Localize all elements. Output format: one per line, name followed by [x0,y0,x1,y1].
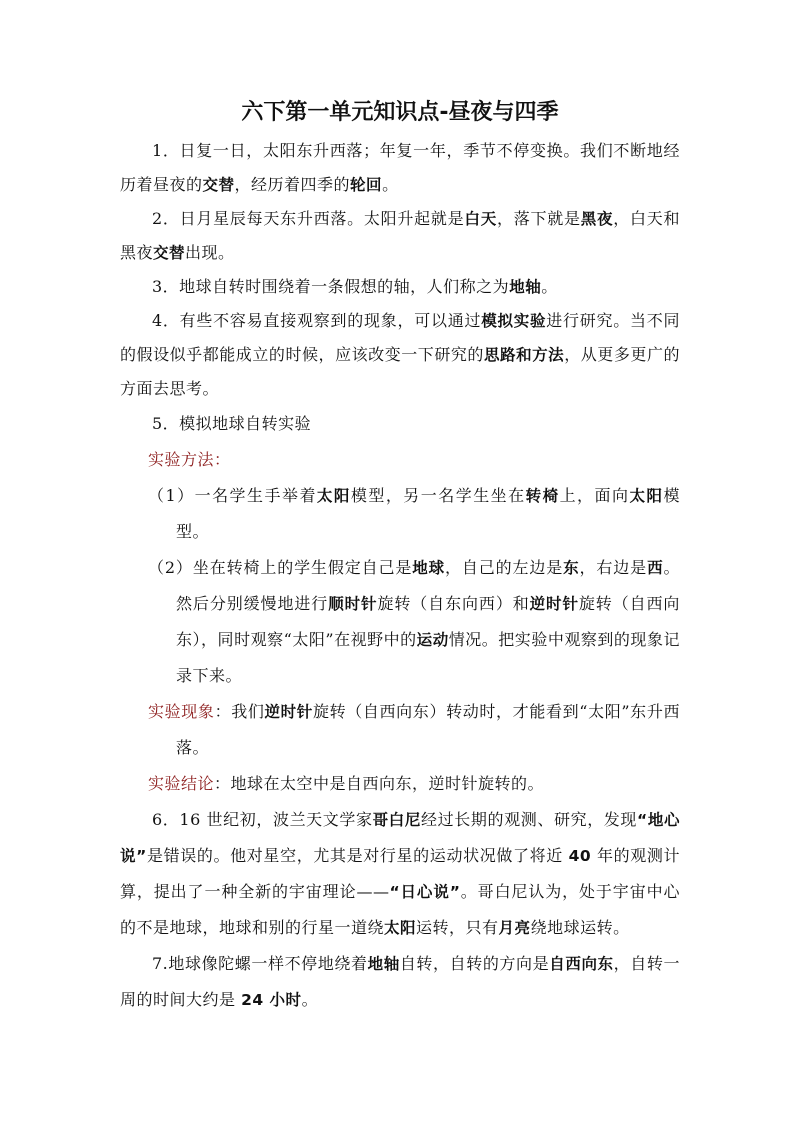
key-term: 东 [563,559,580,577]
text: 。哥白尼认为，处于宇宙中心的不是地球，地球和别的行星一道绕 [120,882,680,937]
key-term: 白天 [464,210,497,228]
document-page [120,96,680,1018]
text: 出现。 [185,243,235,262]
text: ，从更多更广的方面去思考。 [120,345,680,398]
text: 5．模拟地球自转实验 [152,414,312,433]
key-term: 模拟实验 [481,312,547,330]
text: 自转，自转的方向是 [399,954,550,973]
method-step-2 [148,550,680,694]
text: 旋转（自西向东）转动时，才能看到“太阳”东升西落。 [176,702,680,757]
key-term: 地轴 [509,278,542,296]
key-term: 哥白尼 [372,811,422,829]
text: 2．日月星辰每天东升西落。太阳升起就是 [152,209,465,228]
point-7 [120,946,680,1018]
text: ，自转一周的时间大约是 [120,954,680,1009]
text: 。 [301,990,319,1009]
text: 旋转（自东向西）和 [377,594,530,613]
phenomenon [148,694,680,766]
key-term: 转椅 [525,487,560,505]
key-term: 交替 [153,244,186,262]
key-term: 地球 [412,559,445,577]
key-term: “地心说” [120,811,680,865]
point-2 [120,202,680,270]
text: 3．地球自转时围绕着一条假想的轴，人们称之为 [152,277,510,296]
key-term: 交替 [202,176,235,194]
text: （2）坐在转椅上的学生假定自己是 [148,558,413,577]
key-term: 地轴 [367,955,400,973]
text: 模型，另一名学生坐在 [350,486,526,505]
text: 进行研究。当不同的假设似乎都能成立的时候，应该改变一下研究的 [120,311,680,364]
key-term: 太阳 [629,487,664,505]
point-1 [120,134,680,202]
key-term: 月亮 [498,919,531,937]
text: 。然后分别缓慢地进行 [176,558,680,613]
key-term: 逆时针 [264,703,313,721]
text: 情况。把实验中观察到的现象记录下来。 [176,630,680,685]
text: 7.地球像陀螺一样不停地绕着 [152,954,368,973]
key-term: 自西向东 [549,955,614,973]
key-term: 思路和方法 [483,346,565,364]
text: （1）一名学生手举着 [148,486,317,505]
key-term: 西 [647,559,664,577]
text: ：我们 [214,702,265,721]
method-label-line [148,442,680,478]
text: 模型。 [176,486,680,541]
text: 。 [382,175,399,194]
text: ，右边是 [579,558,648,577]
text: ，落下就是 [496,209,581,228]
text: ，自己的左边是 [445,558,564,577]
point-4 [120,304,680,406]
key-term: 逆时针 [529,595,579,613]
key-term: “日心说” [389,883,461,901]
point-6 [120,802,680,946]
key-term: 太阳 [384,919,417,937]
key-term: 轮回 [350,176,383,194]
conclusion-label: 实验结论 [148,774,215,793]
conclusion [148,766,680,802]
key-term: 黑夜 [580,210,614,228]
text: 。 [541,277,558,296]
text: 是错误的。他对星空，尤其是对行星的运动状况做了将近 [146,846,569,865]
text: 年的观测计算，提出了一种全新的宇宙理论—— [120,846,680,901]
key-term: 顺时针 [328,595,378,613]
method-label: 实验方法： [148,450,231,469]
text: 运转，只有 [416,918,499,937]
text: 6．16 世纪初，波兰天文学家 [152,810,373,829]
key-term: 40 [568,847,592,865]
method-step-1 [148,478,680,550]
text: ：地球在太空中是自西向东，逆时针旋转的。 [214,774,545,793]
text: 绕地球运转。 [530,918,630,937]
document-title: 六下第一单元知识点-昼夜与四季 [241,100,559,125]
phenomenon-label: 实验现象 [148,702,215,721]
key-term: 24 小时 [241,991,302,1009]
key-term: 运动 [416,631,449,649]
text: ，经历着四季的 [234,175,351,194]
text: 旋转（自西向东），同时观察“太阳”在视野中的 [176,594,680,649]
text: 上，面向 [559,486,630,505]
text: 经过长期的观测、研究，发现 [421,810,638,829]
point-3 [120,270,680,304]
key-term: 太阳 [316,487,351,505]
point-5 [120,406,680,442]
text: ，白天和黑夜 [120,209,680,262]
text: 1．日复一日，太阳东升西落；年复一年，季节不停变换。我们不断地经历着昼夜的 [120,141,680,194]
text: 4．有些不容易直接观察到的现象，可以通过 [152,311,482,330]
